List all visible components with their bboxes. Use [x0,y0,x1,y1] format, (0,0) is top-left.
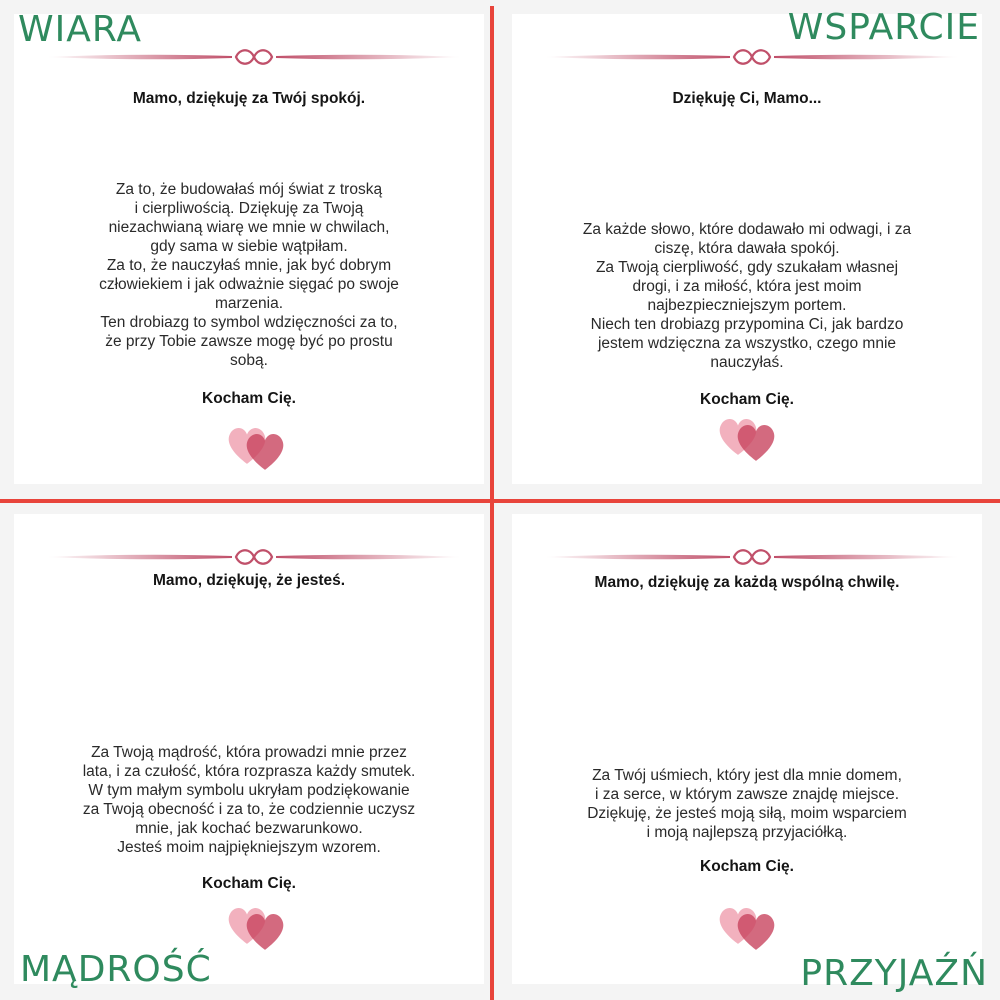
body-line: jestem wdzięczna za wszystko, czego mnie [597,335,897,352]
signature: Kocham Cię. [700,391,794,408]
hearts-icon [224,900,286,956]
body-line: Jesteś moim najpiękniejszym wzorem. [117,839,381,856]
card-wiara [14,9,484,484]
card-body [557,220,937,372]
body-line: ciszę, która dawała spokój. [654,240,840,257]
body-line: Za to, że budowałaś mój świat z troską [115,181,383,198]
body-line: że przy Tobie zawsze mogę być po prostu [105,333,393,350]
body-line: marzenia. [214,295,284,312]
body-line: Niech ten drobiazg przypomina Ci, jak bardzo [590,316,904,333]
hearts-icon [224,420,286,476]
body-line: Za każde słowo, które dodawało mi odwagi, i za [582,221,912,238]
body-line: Za Twoją mądrość, która prowadzi mnie przez [91,744,407,761]
card-title: Dziękuję Ci, Mamo... [672,90,822,107]
body-line: W tym małym symbolu ukryłam podziękowanie [88,782,410,799]
body-line: Za Twoją cierpliwość, gdy szukałam własnej [595,259,899,276]
horizontal-divider [0,499,1000,503]
body-line: sobą. [230,352,268,369]
label-przyjazn: PRZYJAŹŃ [800,953,988,994]
body-line: mnie, jak kochać bezwarunkowo. [135,820,363,837]
body-line: człowiekiem i jak odważnie sięgać po swoje [99,276,399,293]
body-line: i cierpliwością. Dziękuję za Twoją [134,200,364,217]
body-line: nauczyłaś. [710,354,784,371]
body-line: Za to, że nauczyłaś mnie, jak być dobrym [106,257,392,274]
label-wsparcie: WSPARCIE [787,7,980,48]
hearts-icon [715,411,777,467]
body-line: i moją najlepszą przyjaciółką. [646,824,848,841]
body-line: lata, i za czułość, która rozprasza każdy smutek. [82,763,416,780]
card-title: Mamo, dziękuję za Twój spokój. [132,90,366,107]
card-title: Mamo, dziękuję za każdą wspólną chwilę. [594,574,900,591]
body-line: drogi, i za miłość, która jest moim [632,278,862,295]
card-body [59,180,439,370]
label-madrosc: MĄDROŚĆ [20,949,212,990]
label-wiara: WIARA [18,9,143,50]
card-wsparcie [512,14,982,484]
body-line: gdy sama w siebie wątpiłam. [150,238,348,255]
signature: Kocham Cię. [202,390,296,407]
card-przyjazn [512,514,982,984]
vertical-divider [490,6,494,1000]
card-title: Mamo, dziękuję, że jesteś. [152,572,346,589]
body-line: i za serce, w którym zawsze znajdę miejsce. [594,786,900,803]
ornament-divider [542,46,962,68]
card-body [59,743,439,857]
body-line: Za Twój uśmiech, który jest dla mnie domem, [592,767,902,784]
signature: Kocham Cię. [202,875,296,892]
body-line: niezachwianą wiarę we mnie w chwilach, [108,219,390,236]
hearts-icon [715,900,777,956]
signature: Kocham Cię. [700,858,794,875]
body-line: najbezpieczniejszym portem. [647,297,847,314]
body-line: za Twoją obecność i za to, że codziennie uczysz [82,801,416,818]
ornament-divider [44,546,464,568]
card-body [557,766,937,842]
card-madrosc [14,514,484,984]
body-line: Dziękuję, że jesteś moją siłą, moim wsparciem [587,805,907,822]
body-line: Ten drobiazg to symbol wdzięczności za to, [100,314,398,331]
ornament-divider [542,546,962,568]
